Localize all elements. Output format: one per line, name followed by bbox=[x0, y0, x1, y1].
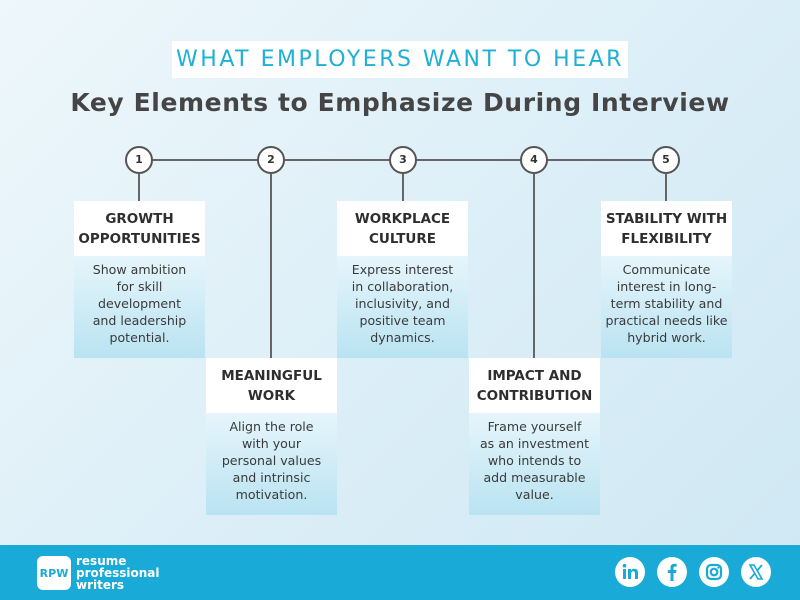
card-text-line: with your bbox=[241, 436, 302, 451]
card-text-line: Communicate bbox=[622, 262, 711, 277]
card-text-line: and leadership bbox=[92, 313, 187, 328]
card-title bbox=[601, 201, 732, 256]
card-title-line: CULTURE bbox=[368, 230, 437, 247]
brand-wordmark bbox=[76, 555, 160, 591]
card-title-line: WORK bbox=[247, 387, 296, 404]
card-text-line: development bbox=[97, 296, 182, 311]
card-stability-with-flexibility bbox=[601, 201, 732, 358]
card-title-line: MEANINGFUL bbox=[221, 367, 322, 384]
card-title-line: OPPORTUNITIES bbox=[78, 230, 201, 247]
card-text-line: potential. bbox=[109, 330, 170, 345]
page-title: Key Elements to Emphasize During Interview bbox=[70, 88, 730, 117]
x-icon[interactable] bbox=[741, 557, 771, 587]
card-description bbox=[74, 256, 205, 358]
step-number-5: 5 bbox=[652, 146, 680, 174]
card-text-line: and intrinsic bbox=[232, 470, 311, 485]
card-title-line: GROWTH bbox=[105, 210, 174, 227]
card-description bbox=[601, 256, 732, 358]
card-text-line: add measurable bbox=[483, 470, 586, 485]
card-text-line: positive team bbox=[359, 313, 446, 328]
card-title bbox=[469, 358, 600, 413]
brand-wordmark-line: resume bbox=[76, 554, 127, 568]
step-number-4: 4 bbox=[520, 146, 548, 174]
step-number-2: 2 bbox=[257, 146, 285, 174]
header-kicker: WHAT EMPLOYERS WANT TO HEAR bbox=[172, 41, 628, 78]
card-text-line: inclusivity, and bbox=[355, 296, 450, 311]
brand-logo[interactable]: RPW bbox=[37, 556, 71, 590]
card-impact-and-contribution bbox=[469, 358, 600, 515]
card-text-line: Show ambition bbox=[92, 262, 187, 277]
facebook-icon[interactable] bbox=[657, 557, 687, 587]
instagram-icon[interactable] bbox=[699, 557, 729, 587]
card-title-line: FLEXIBILITY bbox=[621, 230, 712, 247]
card-text-line: interest in long- bbox=[616, 279, 717, 294]
card-text-line: hybrid work. bbox=[627, 330, 706, 345]
card-title bbox=[206, 358, 337, 413]
footer-bar bbox=[0, 545, 800, 600]
card-text-line: motivation. bbox=[235, 487, 308, 502]
card-title-line: IMPACT AND bbox=[487, 367, 582, 384]
card-title-line: STABILITY WITH bbox=[605, 210, 728, 227]
card-meaningful-work bbox=[206, 358, 337, 515]
card-description bbox=[469, 413, 600, 515]
card-description bbox=[206, 413, 337, 515]
linkedin-icon[interactable] bbox=[615, 557, 645, 587]
card-text-line: as an investment bbox=[479, 436, 590, 451]
card-workplace-culture bbox=[337, 201, 468, 358]
card-text-line: in collaboration, bbox=[351, 279, 454, 294]
card-text-line: value. bbox=[515, 487, 554, 502]
card-text-line: Frame yourself bbox=[487, 419, 582, 434]
brand-wordmark-line: writers bbox=[76, 578, 125, 592]
card-growth-opportunities bbox=[74, 201, 205, 358]
step-number-1: 1 bbox=[125, 146, 153, 174]
card-text-line: Align the role bbox=[229, 419, 314, 434]
card-description bbox=[337, 256, 468, 358]
card-title bbox=[337, 201, 468, 256]
step-number-3: 3 bbox=[389, 146, 417, 174]
card-title-line: WORKPLACE bbox=[354, 210, 451, 227]
card-text-line: practical needs like bbox=[605, 313, 728, 328]
card-text-line: term stability and bbox=[610, 296, 723, 311]
card-text-line: personal values bbox=[221, 453, 322, 468]
card-title-line: CONTRIBUTION bbox=[476, 387, 593, 404]
brand-wordmark-line: professional bbox=[76, 566, 160, 580]
card-text-line: dynamics. bbox=[370, 330, 435, 345]
card-text-line: Express interest bbox=[351, 262, 454, 277]
card-text-line: who intends to bbox=[487, 453, 582, 468]
card-title bbox=[74, 201, 205, 256]
card-text-line: for skill bbox=[116, 279, 163, 294]
